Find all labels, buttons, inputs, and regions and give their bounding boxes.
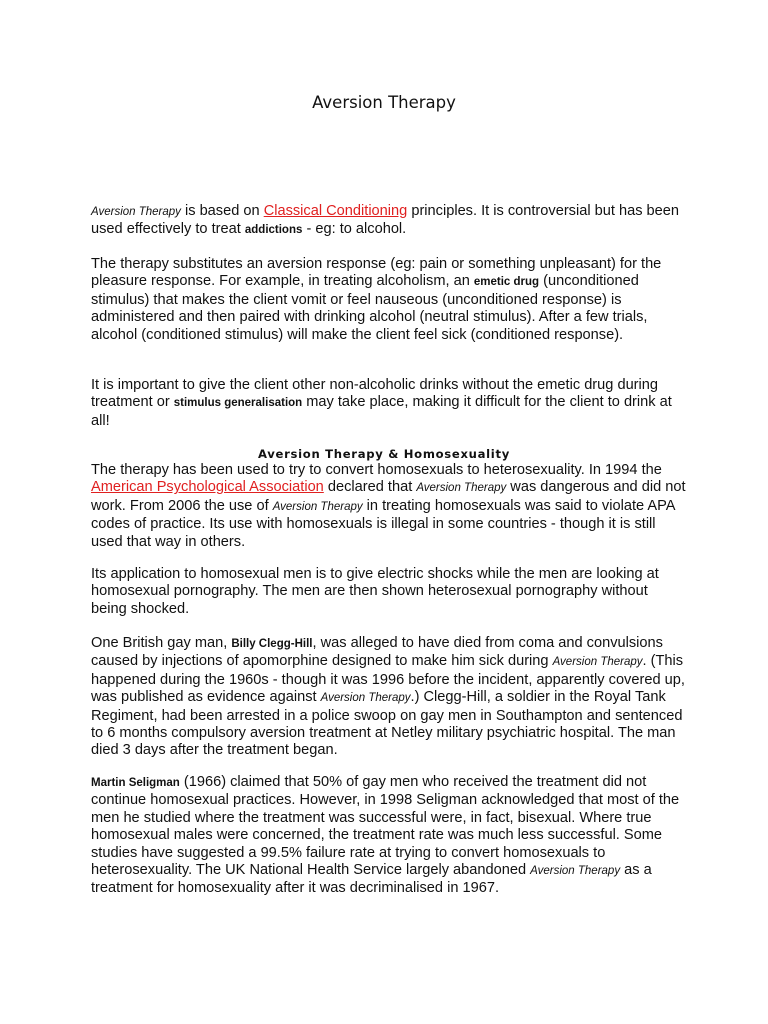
text: , was alleged to have died from coma and convulsions caused by injections of apomorphine designed to make him sick during [91, 635, 663, 670]
text: The therapy substitutes an aversion response (eg: pain or something unpleasant) for the pleasure response. For example, in treating alcoholism, an [91, 256, 662, 290]
text: It is important to give the client other non-alcoholic drinks without the emetic drug during treatment or [91, 377, 659, 411]
term-aversion-therapy: Aversion Therapy [552, 656, 643, 669]
paragraph-generalisation [91, 377, 687, 430]
text: . (This happened during the 1960s - though it was 1996 before the incident, apparently covered up, was published as evidence against [91, 653, 685, 706]
person-martin-seligman: Martin Seligman [91, 777, 180, 789]
text: - eg: to alcohol. [302, 221, 407, 238]
text: in treating homosexuals was said to violate APA codes of practice. Its use with homosexuals is illegal in some countries - though it is still used that way in others. [91, 497, 675, 550]
text: (1966) claimed that 50% of gay men who received the treatment did not continue homosexual practices. However, in 1998 Seligman acknowledged that most of the men he studied where the treatment was successful were, in fact, bisexual. Where true homosexual males were concerned, the treatment rate was much less successful. Some studies have suggested a 99.5% failure rate at trying to convert homosexuals to heterosexuality. The UK National Health Service largely abandoned [91, 774, 680, 879]
term-aversion-therapy: Aversion Therapy [320, 692, 411, 705]
paragraph-apa [91, 462, 687, 551]
link-classical-conditioning[interactable]: Classical Conditioning [263, 203, 408, 219]
paragraph-substitution [91, 256, 687, 344]
paragraph-clegg-hill [91, 635, 687, 760]
section-heading: Aversion Therapy & Homosexuality [258, 447, 510, 461]
text: principles. It is controversial but has been used effectively to treat [91, 203, 680, 238]
text: .) Clegg-Hill, a soldier in the Royal Tank Regiment, had been arrested in a police swoop on gay men in Southampton and sentenced to 6 months compulsory aversion treatment at Netley military psychiatric hospital. The man died 3 days after the treatment began. [91, 689, 683, 759]
text: was dangerous and did not work. From 2006 the use of [91, 479, 686, 514]
term-aversion-therapy: Aversion Therapy [416, 482, 507, 495]
text: Its application to homosexual men is to give electric shocks while the men are looking at homosexual pornography. The men are then shown heterosexual pornography without being shocked. [91, 566, 659, 617]
text: The therapy has been used to try to convert homosexuals to heterosexuality. In 1994 the [91, 462, 662, 478]
term-aversion-therapy: Aversion Therapy [91, 206, 181, 218]
page-title: Aversion Therapy [312, 93, 456, 112]
text: (unconditioned stimulus) that makes the client vomit or feel nauseous (unconditioned response) is administered and then paired with drinking alcohol (neutral stimulus). After a few trials, alcohol (conditioned stimulus) will make the client feel sick (conditioned response). [91, 273, 648, 343]
term-addictions: addictions [244, 224, 303, 237]
paragraph-intro [91, 203, 687, 240]
link-american-psychological-association[interactable]: American Psychological Association [91, 479, 324, 496]
person-billy-clegg-hill: Billy Clegg-Hill [231, 638, 313, 650]
term-aversion-therapy: Aversion Therapy [272, 500, 363, 513]
paragraph-seligman [91, 774, 687, 898]
term-aversion-therapy: Aversion Therapy [530, 865, 621, 878]
paragraph-application [91, 566, 687, 618]
term-stimulus-generalisation: stimulus generalisation [173, 397, 303, 410]
term-emetic-drug: emetic drug [473, 276, 540, 289]
text: declared that [323, 479, 417, 496]
text: is based on [180, 203, 264, 219]
text: One British gay man, [91, 635, 232, 651]
text: as a treatment for homosexuality after it was decriminalised in 1967. [91, 862, 652, 897]
text: may take place, making it difficult for the client to drink at all! [91, 394, 672, 429]
